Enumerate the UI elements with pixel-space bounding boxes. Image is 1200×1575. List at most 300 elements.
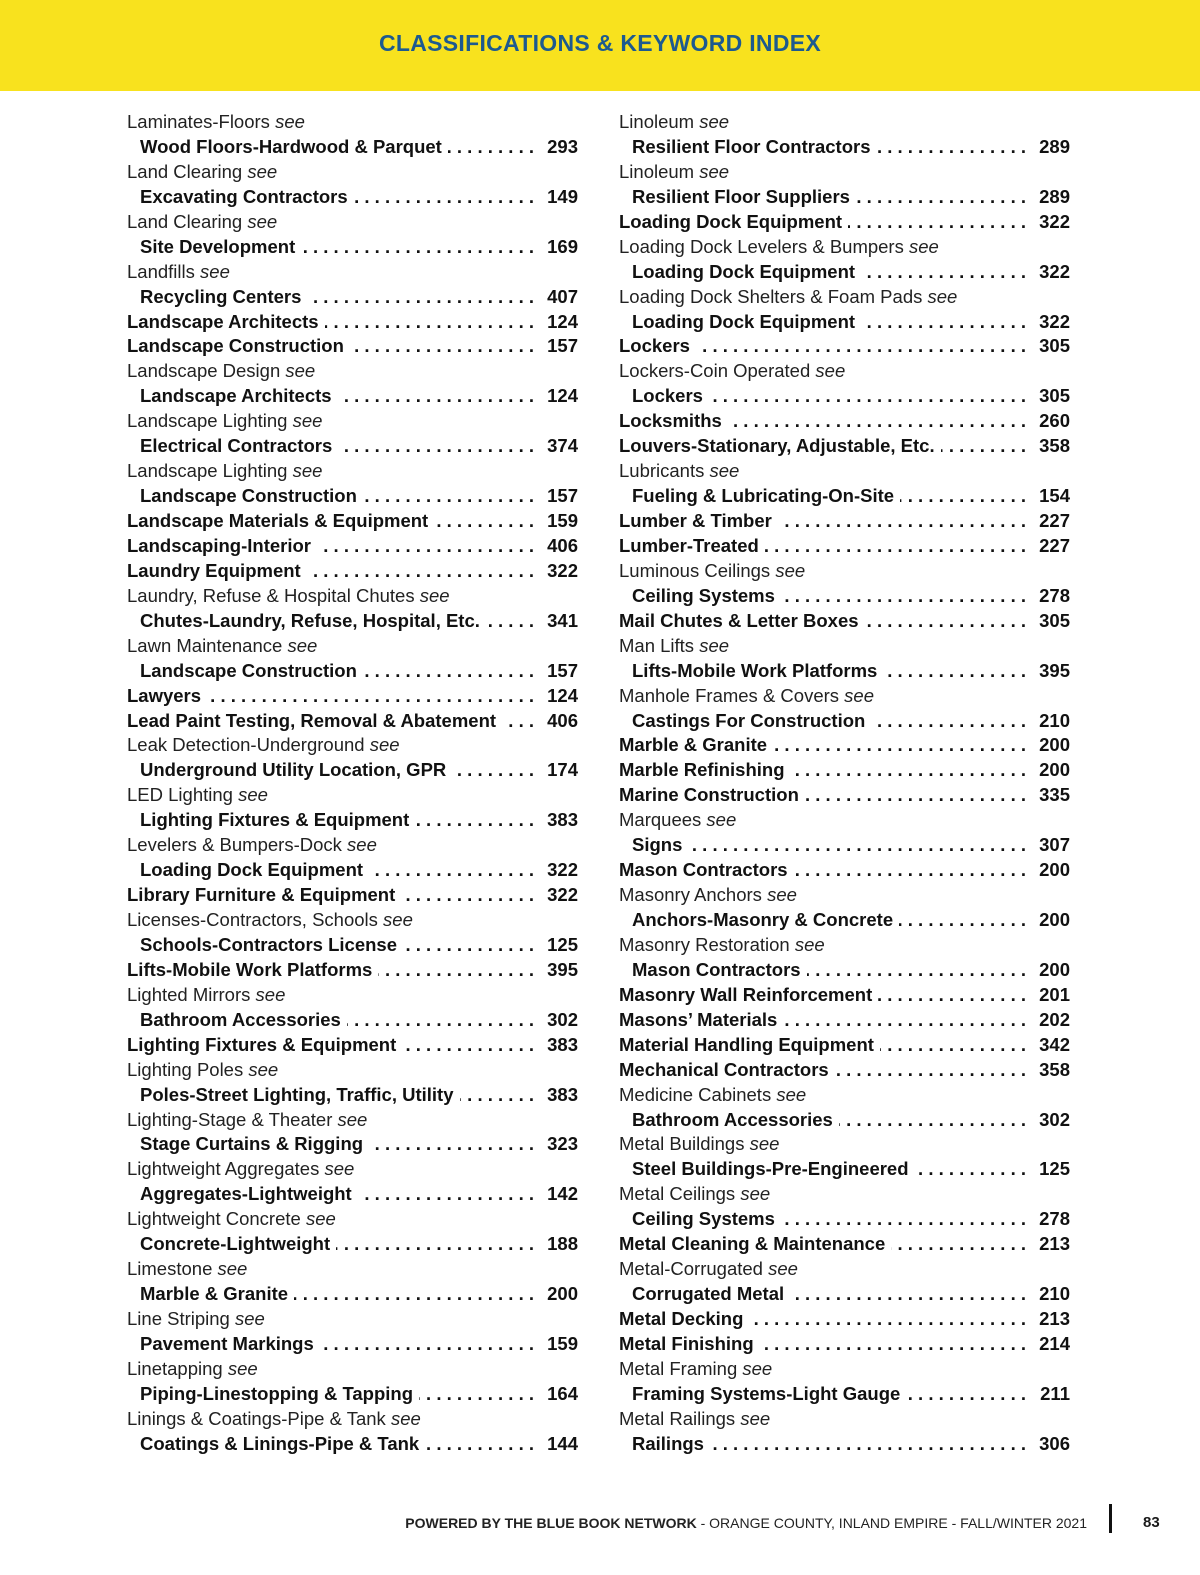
heading-label: Framing Systems-Light Gauge [632,1382,901,1404]
heading-label: Wood Floors-Hardwood & Parquet [140,135,442,157]
footer-divider [1109,1504,1112,1533]
index-heading-entry [127,235,578,260]
index-heading-entry [127,709,578,734]
index-heading-entry [619,1432,1070,1457]
heading-page-number: 383 [547,809,578,831]
heading-label: Bathroom Accessories [632,1108,833,1130]
heading-label: Marble & Granite [140,1283,289,1305]
heading-page-number: 278 [1039,1208,1070,1230]
index-see-entry [619,1357,1070,1382]
dot-leader [856,185,1032,210]
see-term: Landfills [127,260,195,282]
see-term: Landscape Lighting [127,410,288,432]
index-heading-entry [127,1008,578,1033]
index-heading-entry [127,310,578,335]
heading-page-number: 293 [547,135,578,157]
dot-leader [294,1282,540,1307]
index-see-entry [127,160,578,185]
index-see-entry [127,359,578,384]
dot-leader [749,1307,1032,1332]
heading-label: Loading Dock Equipment [140,859,364,881]
index-heading-entry [127,684,578,709]
index-see-entry [127,210,578,235]
dot-leader [805,783,1032,808]
see-term: Limestone [127,1258,213,1280]
dot-leader [891,1232,1032,1257]
index-heading-entry [127,1282,578,1307]
heading-page-number: 289 [1039,135,1070,157]
index-heading-entry [619,1033,1070,1058]
see-term: Masonry Anchors [619,884,762,906]
index-heading-entry [619,709,1070,734]
heading-label: Excavating Contractors [140,185,348,207]
see-term: Linings & Coatings-Pipe & Tank [127,1407,386,1429]
see-term: Licenses-Contractors, Schools [127,909,378,930]
index-heading-entry [127,434,578,459]
heading-page-number: 289 [1039,185,1070,207]
index-heading-entry [619,733,1070,758]
index-heading-entry [127,484,578,509]
heading-label: Material Handling Equipment [619,1033,874,1055]
index-heading-entry [619,584,1070,609]
heading-label: Mason Contractors [619,859,788,881]
heading-page-number: 322 [1039,210,1070,232]
index-heading-entry [127,1332,578,1357]
see-term: Linoleum [619,111,695,132]
heading-page-number: 201 [1039,983,1070,1005]
dot-leader [688,833,1032,858]
see-word: see [247,210,278,232]
index-see-entry [619,110,1070,135]
see-word: see [200,260,230,282]
dot-leader [307,559,540,584]
index-heading-entry [127,185,578,210]
index-see-entry [127,1357,578,1382]
heading-page-number: 322 [1039,310,1070,332]
index-heading-entry [127,509,578,534]
see-word: see [248,1058,279,1080]
heading-page-number: 395 [547,958,578,980]
see-word: see [749,1133,780,1155]
see-word: see [287,634,318,656]
index-heading-entry [619,334,1070,359]
heading-label: Resilient Floor Contractors [632,135,871,157]
dot-leader [460,1083,540,1108]
heading-page-number: 188 [547,1233,578,1255]
heading-label: Lead Paint Testing, Removal & Abatement [127,709,497,731]
heading-label: Locksmiths [619,410,722,432]
dot-leader [350,334,540,359]
heading-label: Lighting Fixtures & Equipment [127,1033,397,1055]
heading-page-number: 407 [547,285,578,307]
heading-label: Steel Buildings-Pre-Engineered [632,1158,909,1180]
see-word: see [709,460,740,482]
see-term: Metal Framing [619,1357,738,1379]
index-heading-entry [127,1033,578,1058]
heading-page-number: 305 [1039,335,1070,357]
heading-label: Metal Cleaning & Maintenance [619,1233,886,1255]
heading-page-number: 305 [1039,609,1070,631]
index-see-entry [619,235,1070,260]
page-number: 83 [1143,1514,1160,1531]
dot-leader [434,509,540,534]
dot-leader [317,534,540,559]
see-word: see [234,1308,265,1329]
heading-page-number: 200 [1039,909,1070,930]
see-term: Levelers & Bumpers-Dock [127,834,342,856]
see-term: Land Clearing [127,210,243,232]
see-term: Lighting Poles [127,1058,244,1080]
index-heading-entry [127,659,578,684]
page-title: CLASSIFICATIONS & KEYWORD INDEX [378,30,822,56]
dot-leader [207,684,540,709]
index-heading-entry [127,808,578,833]
see-word: see [369,734,400,756]
see-word: see [740,1183,771,1205]
dot-leader [363,659,540,684]
heading-label: Metal Decking [619,1308,744,1329]
dot-leader [363,484,540,509]
index-heading-entry [127,384,578,409]
index-see-entry [619,684,1070,709]
index-see-entry [127,409,578,434]
heading-page-number: 159 [547,510,578,531]
see-word: see [337,1108,368,1130]
dot-leader [709,384,1032,409]
dot-leader [760,1332,1032,1357]
dot-leader [448,135,540,160]
see-term: Lightweight Aggregates [127,1158,320,1180]
dot-leader [728,409,1032,434]
see-word: see [292,410,323,432]
dot-leader [899,908,1032,933]
see-term: Metal Buildings [619,1133,745,1155]
heading-page-number: 200 [547,1283,578,1305]
index-heading-entry [619,1332,1070,1357]
heading-page-number: 142 [547,1183,578,1205]
index-heading-entry [619,1008,1070,1033]
heading-page-number: 149 [547,185,578,207]
index-heading-entry [619,758,1070,783]
see-word: see [255,983,286,1005]
see-term: Linoleum [619,160,695,182]
index-heading-entry [619,1157,1070,1182]
heading-label: Mechanical Contractors [619,1058,829,1080]
heading-page-number: 124 [547,684,578,706]
dot-leader [865,609,1032,634]
dot-leader [301,235,540,260]
index-heading-entry [127,334,578,359]
see-term: Lighting-Stage & Theater [127,1108,333,1130]
index-heading-entry [619,1307,1070,1332]
heading-page-number: 305 [1039,385,1070,407]
see-word: see [217,1258,248,1280]
heading-label: Lighting Fixtures & Equipment [140,809,410,831]
heading-label: Bathroom Accessories [140,1008,341,1030]
heading-page-number: 213 [1039,1308,1070,1329]
heading-label: Lumber & Timber [619,510,772,531]
dot-leader [369,1132,540,1157]
dot-leader [425,1432,540,1457]
heading-label: Marble Refinishing [619,759,785,781]
dot-leader [791,758,1033,783]
see-word: see [238,784,268,806]
see-word: see [776,1083,807,1105]
heading-page-number: 302 [1039,1108,1070,1130]
index-see-entry [619,1083,1070,1108]
heading-page-number: 306 [1039,1432,1070,1454]
see-term: Metal Ceilings [619,1183,736,1205]
dot-leader [696,334,1032,359]
see-word: see [794,933,825,955]
heading-label: Resilient Floor Suppliers [632,185,850,207]
index-heading-entry [619,983,1070,1008]
dot-leader [710,1432,1032,1457]
heading-page-number: 406 [547,534,578,556]
heading-page-number: 278 [1039,584,1070,606]
see-term: Lubricants [619,460,705,482]
heading-label: Piping-Linestopping & Tapping [140,1382,414,1404]
see-term: Landscape Lighting [127,460,288,482]
dot-leader [320,1332,540,1357]
see-word: see [706,809,737,831]
heading-label: Mail Chutes & Letter Boxes [619,609,859,631]
index-heading-entry [127,758,578,783]
dot-leader [502,709,540,734]
index-heading-entry [619,310,1070,335]
index-heading-entry [127,1083,578,1108]
index-heading-entry [619,858,1070,883]
dot-leader [336,1232,540,1257]
index-heading-entry [619,509,1070,534]
see-word: see [390,1407,421,1429]
index-heading-entry [619,833,1070,858]
heading-label: Underground Utility Location, GPR [140,759,447,781]
see-word: see [324,1158,355,1180]
heading-page-number: 124 [547,310,578,332]
see-term: Masonry Restoration [619,933,790,955]
index-see-entry [127,110,578,135]
heading-page-number: 124 [547,385,578,407]
index-heading-entry [619,1282,1070,1307]
index-heading-entry [127,933,578,958]
index-heading-entry [127,609,578,634]
index-see-entry [127,1307,578,1332]
see-term: Laundry, Refuse & Hospital Chutes [127,584,415,606]
heading-page-number: 157 [547,659,578,681]
dot-leader [915,1157,1032,1182]
heading-label: Lifts-Mobile Work Platforms [127,958,373,980]
index-heading-entry [127,1382,578,1407]
heading-page-number: 302 [547,1008,578,1030]
index-see-entry [127,1207,578,1232]
heading-label: Landscaping-Interior [127,534,311,556]
index-heading-entry [619,958,1070,983]
see-word: see [699,634,730,656]
heading-label: Stage Curtains & Rigging [140,1133,364,1155]
see-term: Lawn Maintenance [127,634,283,656]
heading-label: Landscape Materials & Equipment [127,510,429,531]
index-heading-entry [619,1108,1070,1133]
heading-page-number: 169 [547,235,578,257]
index-heading-entry [619,1058,1070,1083]
heading-label: Landscape Construction [140,485,357,507]
dot-leader [883,659,1032,684]
heading-label: Concrete-Lightweight [140,1233,331,1255]
dot-leader [871,709,1032,734]
index-see-entry [127,260,578,285]
heading-label: Anchors-Masonry & Concrete [632,909,894,930]
heading-label: Corrugated Metal [632,1283,785,1305]
heading-label: Ceiling Systems [632,1208,775,1230]
see-word: see [699,160,730,182]
index-see-entry [127,634,578,659]
index-heading-entry [619,659,1070,684]
dot-leader [765,534,1032,559]
dot-leader [880,1033,1032,1058]
index-heading-entry [619,210,1070,235]
see-word: see [742,1357,773,1379]
heading-label: Louvers-Stationary, Adjustable, Etc. [619,435,935,457]
dot-leader [307,285,540,310]
index-see-entry [619,883,1070,908]
see-term: Luminous Ceilings [619,559,771,581]
heading-page-number: 260 [1039,410,1070,432]
heading-label: Lockers [619,335,690,357]
dot-leader [325,310,540,335]
see-term: Loading Dock Levelers & Bumpers [619,235,904,257]
heading-page-number: 395 [1039,659,1070,681]
dot-leader [794,858,1032,883]
footer-region: - ORANGE COUNTY, INLAND EMPIRE - FALL/WINTER 2021 [696,1515,1087,1531]
heading-label: Mason Contractors [632,958,801,980]
heading-page-number: 157 [547,335,578,357]
heading-page-number: 307 [1039,834,1070,856]
heading-label: Chutes-Laundry, Refuse, Hospital, Etc. [140,609,480,631]
dot-leader [781,584,1032,609]
index-see-entry [619,1407,1070,1432]
index-see-entry [619,1182,1070,1207]
see-word: see [292,460,323,482]
heading-label: Landscape Construction [140,659,357,681]
heading-label: Loading Dock Equipment [619,210,843,232]
index-heading-entry [619,1207,1070,1232]
see-term: Linetapping [127,1357,223,1379]
heading-label: Pavement Markings [140,1332,314,1354]
index-see-entry [127,783,578,808]
index-heading-entry [127,958,578,983]
heading-page-number: 322 [1039,260,1070,282]
heading-page-number: 154 [1039,485,1070,507]
heading-page-number: 202 [1039,1008,1070,1030]
index-heading-entry [127,534,578,559]
see-term: Man Lifts [619,634,695,656]
heading-page-number: 383 [547,1033,578,1055]
index-heading-entry [619,534,1070,559]
dot-leader [354,185,540,210]
heading-page-number: 210 [1039,1283,1070,1305]
index-heading-entry [619,1232,1070,1257]
heading-page-number: 125 [547,933,578,955]
dot-leader [773,733,1032,758]
heading-label: Castings For Construction [632,709,866,731]
index-heading-entry [127,1182,578,1207]
dot-leader [876,135,1032,160]
see-term: Lightweight Concrete [127,1208,301,1230]
index-heading-entry [127,883,578,908]
heading-page-number: 200 [1039,734,1070,756]
heading-page-number: 322 [547,884,578,906]
index-heading-entry [127,135,578,160]
index-see-entry [127,1157,578,1182]
index-see-entry [127,1108,578,1133]
heading-label: Landscape Construction [127,335,344,357]
dot-leader [378,958,540,983]
index-heading-entry [127,559,578,584]
footer-brand: POWERED BY THE BLUE BOOK NETWORK [405,1515,697,1531]
dot-leader [778,509,1032,534]
see-word: see [767,884,797,906]
heading-page-number: 374 [547,435,578,457]
see-word: see [347,834,377,856]
see-word: see [275,111,305,132]
index-heading-entry [619,484,1070,509]
heading-page-number: 335 [1039,784,1070,806]
heading-label: Library Furniture & Equipment [127,884,396,906]
index-see-entry [127,908,578,933]
dot-leader [419,1382,540,1407]
index-heading-entry [619,783,1070,808]
heading-page-number: 159 [547,1332,578,1354]
heading-page-number: 200 [1039,759,1070,781]
see-term: Medicine Cabinets [619,1083,772,1105]
see-term: Laminates-Floors [127,111,270,132]
heading-label: Lockers [632,385,703,407]
index-heading-entry [127,285,578,310]
dot-leader [861,310,1032,335]
heading-page-number: 358 [1039,435,1070,457]
heading-label: Fueling & Lubricating-On-Site [632,485,895,507]
see-term: LED Lighting [127,784,233,806]
heading-page-number: 200 [1039,859,1070,881]
dot-leader [347,1008,540,1033]
dot-leader [878,983,1032,1008]
heading-label: Lawyers [127,684,202,706]
see-word: see [815,360,846,382]
heading-page-number: 125 [1039,1158,1070,1180]
index-heading-entry [127,1432,578,1457]
heading-page-number: 200 [1039,958,1070,980]
heading-page-number: 210 [1039,709,1070,731]
see-term: Lighted Mirrors [127,983,251,1005]
index-heading-entry [619,185,1070,210]
dot-leader [861,260,1032,285]
heading-label: Marble & Granite [619,734,768,756]
heading-label: Ceiling Systems [632,584,775,606]
dot-leader [403,933,540,958]
see-word: see [227,1357,258,1379]
see-term: Landscape Design [127,360,281,382]
dot-leader [900,484,1032,509]
dot-leader [486,609,540,634]
heading-label: Masons’ Materials [619,1008,778,1030]
see-term: Lockers-Coin Operated [619,360,811,382]
index-see-entry [619,285,1070,310]
index-see-entry [619,160,1070,185]
footer-text [405,1511,1087,1535]
heading-label: Loading Dock Equipment [632,310,856,332]
heading-page-number: 213 [1039,1233,1070,1255]
